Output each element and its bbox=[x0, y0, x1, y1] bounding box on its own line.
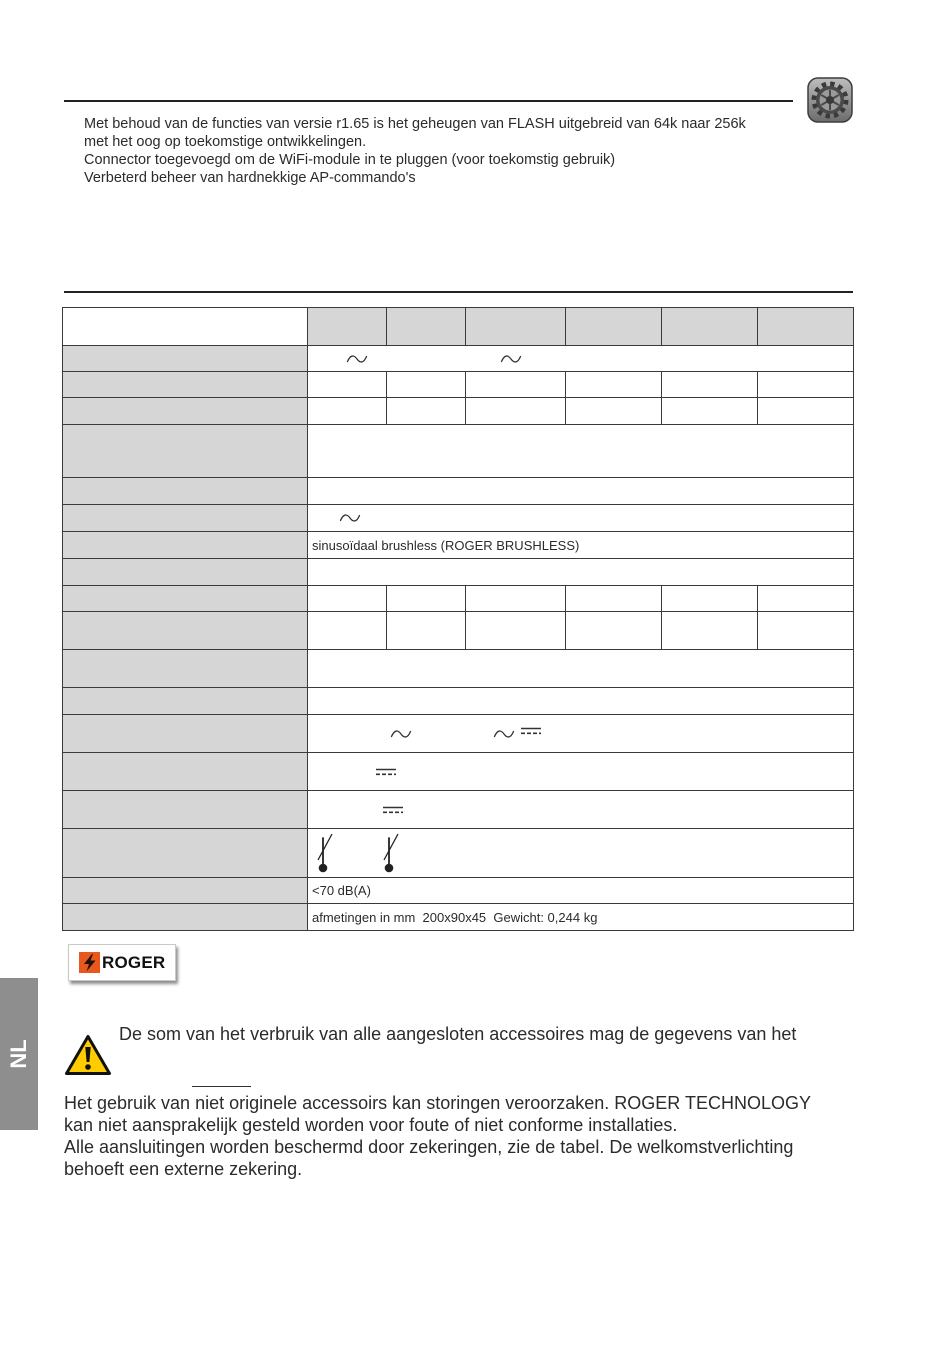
underline-mark bbox=[192, 1086, 251, 1087]
specs-table bbox=[62, 307, 854, 931]
spec-header-cell bbox=[662, 308, 758, 346]
spec-value-merged-cell bbox=[308, 715, 854, 753]
dc-icon bbox=[521, 727, 541, 735]
spec-value-cell bbox=[308, 586, 387, 612]
spec-value-cell bbox=[662, 612, 758, 650]
spec-header-cell bbox=[758, 308, 854, 346]
spec-value-merged-cell bbox=[308, 753, 854, 791]
spec-value-cell bbox=[387, 586, 466, 612]
spec-value-cell bbox=[387, 612, 466, 650]
brand-name: ROGER bbox=[102, 953, 166, 972]
changelog bbox=[84, 115, 746, 187]
thermometer-icon bbox=[314, 832, 334, 874]
spec-value-cell bbox=[387, 372, 466, 398]
spec-value-cell bbox=[466, 612, 566, 650]
gear-icon bbox=[807, 77, 853, 123]
spec-value-cell bbox=[758, 372, 854, 398]
spec-value-cell bbox=[758, 398, 854, 425]
spec-value-cell bbox=[466, 372, 566, 398]
ac-icon bbox=[493, 728, 515, 740]
spec-value-merged-cell bbox=[308, 532, 854, 559]
changelog-line: Connector toegevoegd om de WiFi-module in te pluggen (voor toekomstig gebruik) bbox=[84, 152, 616, 168]
spec-value-cell bbox=[662, 586, 758, 612]
spec-value-merged-cell bbox=[308, 425, 854, 478]
warning-line: behoeft een externe zekering. bbox=[64, 1159, 303, 1179]
warning-text bbox=[64, 1092, 811, 1180]
spec-value-cell bbox=[758, 612, 854, 650]
spec-value-cell bbox=[466, 398, 566, 425]
spec-value-merged-cell bbox=[308, 791, 854, 829]
spec-label-cell bbox=[63, 878, 308, 904]
spec-label-cell bbox=[63, 398, 308, 425]
language-tab-label: NL bbox=[6, 1039, 31, 1069]
spec-value-cell bbox=[308, 612, 387, 650]
spec-value-cell bbox=[308, 372, 387, 398]
warning-line: kan niet aansprakelijk gesteld worden voor foute of niet conforme installaties. bbox=[64, 1115, 678, 1135]
spec-value-cell bbox=[662, 398, 758, 425]
changelog-line: met het oog op toekomstige ontwikkelingen. bbox=[84, 134, 367, 150]
spec-label-cell bbox=[63, 372, 308, 398]
thermometer-icon bbox=[380, 832, 400, 874]
spec-value-cell bbox=[466, 586, 566, 612]
spec-label-cell bbox=[63, 753, 308, 791]
dc-icon bbox=[376, 768, 396, 776]
noise-level-text: <70 dB(A) bbox=[312, 883, 371, 898]
spec-value-cell bbox=[758, 586, 854, 612]
spec-value-cell bbox=[662, 372, 758, 398]
spec-label-cell bbox=[63, 612, 308, 650]
section-rule bbox=[64, 291, 853, 293]
spec-value-merged-cell bbox=[308, 650, 854, 688]
spec-label-cell bbox=[63, 791, 308, 829]
warning-line: Het gebruik van niet originele accessoirs kan storingen veroorzaken. ROGER TECHNOLOGY bbox=[64, 1093, 811, 1113]
spec-header-cell bbox=[566, 308, 662, 346]
spec-header-cell bbox=[387, 308, 466, 346]
changelog-line: Verbeterd beheer van hardnekkige AP-commando's bbox=[84, 170, 416, 186]
spec-label-cell bbox=[63, 425, 308, 478]
spec-label-cell bbox=[63, 904, 308, 931]
spec-value-cell bbox=[566, 612, 662, 650]
spec-value-cell bbox=[566, 398, 662, 425]
warning-intro-text: De som van het verbruik van alle aangesloten accessoires mag de gegevens van het bbox=[119, 1024, 797, 1044]
spec-label-cell bbox=[63, 559, 308, 586]
ac-icon bbox=[339, 512, 361, 524]
dimensions-text: afmetingen in mm 200x90x45 Gewicht: 0,244 kg bbox=[312, 909, 598, 925]
spec-label-cell bbox=[63, 346, 308, 372]
spec-header-cell bbox=[308, 308, 387, 346]
warning-icon bbox=[64, 1033, 112, 1077]
spec-value-merged-cell bbox=[308, 478, 854, 505]
spec-value-merged-cell bbox=[308, 829, 854, 878]
spec-value-cell bbox=[566, 372, 662, 398]
language-tab bbox=[0, 978, 38, 1130]
changelog-line: Met behoud van de functies van versie r1.65 is het geheugen van FLASH uitgebreid van 64k naar 256k bbox=[84, 116, 746, 132]
spec-label-cell bbox=[63, 505, 308, 532]
spec-label-cell bbox=[63, 532, 308, 559]
spec-value-cell bbox=[387, 398, 466, 425]
ac-icon bbox=[390, 728, 412, 740]
spec-value-cell bbox=[566, 586, 662, 612]
ac-icon bbox=[500, 353, 522, 365]
spec-label-cell bbox=[63, 688, 308, 715]
spec-value-merged-cell bbox=[308, 688, 854, 715]
motor-type-text: sinusoïdaal brushless (ROGER BRUSHLESS) bbox=[312, 537, 580, 553]
spec-header-cell bbox=[466, 308, 566, 346]
warning-line: Alle aansluitingen worden beschermd door zekeringen, zie de tabel. De welkomstverlichting bbox=[64, 1137, 794, 1157]
spec-header-label-cell bbox=[63, 308, 308, 346]
ac-icon bbox=[346, 353, 368, 365]
spec-label-cell bbox=[63, 715, 308, 753]
spec-label-cell bbox=[63, 478, 308, 505]
spec-label-cell bbox=[63, 829, 308, 878]
spec-value-merged-cell bbox=[308, 346, 854, 372]
dc-icon bbox=[383, 806, 403, 814]
spec-value-cell bbox=[308, 398, 387, 425]
brand-logo bbox=[68, 944, 176, 981]
spec-label-cell bbox=[63, 586, 308, 612]
spec-value-merged-cell bbox=[308, 505, 854, 532]
spec-label-cell bbox=[63, 650, 308, 688]
spec-value-merged-cell bbox=[308, 878, 854, 904]
spec-value-merged-cell bbox=[308, 904, 854, 931]
lightning-bolt-icon bbox=[79, 952, 100, 973]
spec-value-merged-cell bbox=[308, 559, 854, 586]
section-rule bbox=[64, 100, 793, 102]
